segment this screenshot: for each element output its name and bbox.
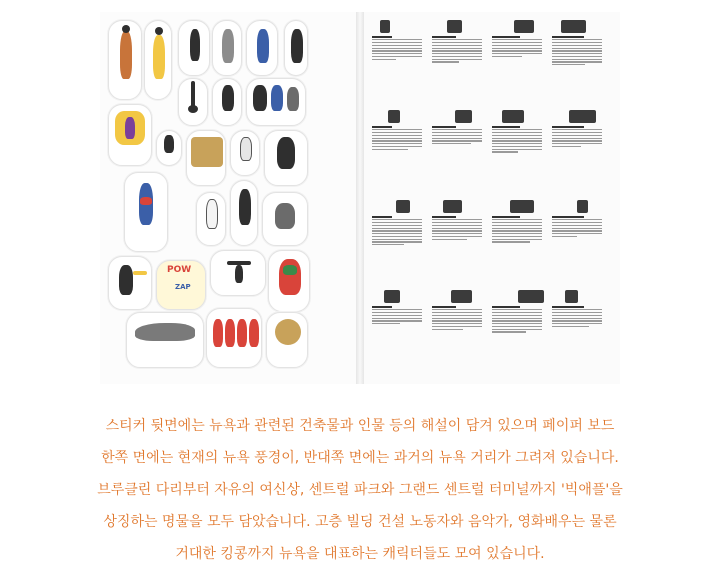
sticker-acrobat [210, 250, 266, 296]
info-illustration [432, 288, 488, 304]
info-illustration [432, 18, 488, 34]
sticker-artist [230, 180, 258, 246]
pow-text: POW [167, 265, 192, 275]
info-block [492, 288, 548, 360]
info-text-lines [552, 36, 608, 65]
sticker-mobster [264, 130, 308, 186]
info-illustration [432, 108, 488, 124]
info-block [372, 198, 428, 270]
info-text-lines [552, 126, 608, 147]
sticker-page [100, 12, 356, 384]
sticker-figure-right [284, 20, 308, 76]
info-block [492, 198, 548, 270]
info-illustration [552, 288, 608, 304]
sticker-superhero [124, 172, 168, 252]
info-illustration [372, 18, 428, 34]
info-block [552, 108, 608, 180]
info-illustration [552, 18, 608, 34]
sticker-rockettes [206, 308, 262, 368]
info-illustration [492, 18, 548, 34]
info-text-lines [372, 216, 428, 245]
info-text-lines [492, 36, 548, 57]
info-block [552, 18, 608, 90]
sticker-kneeling-woman [262, 192, 308, 246]
info-illustration [492, 198, 548, 214]
sticker-dinosaur-skeleton [126, 312, 204, 368]
info-text-lines [432, 216, 488, 240]
sticker-book-spread [100, 12, 620, 384]
info-block [492, 18, 548, 90]
info-illustration [492, 108, 548, 124]
product-description [0, 410, 720, 566]
info-block [372, 108, 428, 180]
caption-line: 스티커 뒷면에는 뉴욕과 관련된 건축물과 인물 등의 해설이 담겨 있으며 페이퍼 보드 [105, 418, 615, 434]
sticker-man-seated [212, 78, 242, 126]
info-text-lines [432, 126, 488, 144]
sticker-scientist [230, 130, 260, 176]
info-text-lines [552, 306, 608, 327]
caption-line: 한쪽 면에는 현재의 뉴욕 풍경이, 반대쪽 면에는 과거의 뉴욕 거리가 그려져 있습니다. [101, 450, 619, 466]
info-text-lines [372, 36, 428, 60]
sticker-crane-hook [178, 78, 208, 126]
sticker-native-man [108, 20, 142, 100]
sticker-soldier [246, 20, 278, 76]
info-illustration [372, 198, 428, 214]
sticker-knight [212, 20, 242, 76]
sticker-gentleman-hat [178, 20, 210, 76]
info-text-lines [432, 36, 488, 63]
sticker-trumpeter [108, 256, 152, 310]
info-illustration [492, 288, 548, 304]
info-block [432, 108, 488, 180]
info-text-lines [552, 216, 608, 237]
sticker-wrestler-mask [268, 250, 310, 312]
sticker-chef [196, 192, 226, 246]
sticker-newsstand [186, 130, 226, 186]
info-illustration [552, 108, 608, 124]
info-text-lines [492, 216, 548, 243]
info-illustration [552, 198, 608, 214]
info-illustration [372, 288, 428, 304]
info-text-lines [372, 126, 428, 150]
info-block [372, 288, 428, 360]
info-text-lines [492, 306, 548, 333]
info-block [432, 18, 488, 90]
zap-text: ZAP [175, 283, 191, 291]
sticker-musician-sousaphone [266, 312, 308, 368]
info-block [432, 198, 488, 270]
caption-line: 거대한 킹콩까지 뉴욕을 대표하는 캐릭터들도 모여 있습니다. [175, 546, 545, 562]
caption-line: 브루클린 다리부터 자유의 여신상, 센트럴 파크와 그랜드 센트럴 터미널까지 '빅애플'을 [97, 482, 623, 498]
info-block [552, 198, 608, 270]
sticker-jazz-player [156, 130, 182, 166]
info-block [492, 108, 548, 180]
sticker-pow-zap [156, 260, 206, 310]
info-text-lines [432, 306, 488, 330]
sticker-group-wheelchair [246, 78, 306, 126]
info-text-lines [372, 306, 428, 324]
info-block [552, 288, 608, 360]
info-block [372, 18, 428, 90]
info-illustration [432, 198, 488, 214]
info-text-lines [492, 126, 548, 153]
info-page [364, 12, 620, 384]
caption-line: 상징하는 명물을 모두 담았습니다. 고층 빌딩 건설 노동자와 음악가, 영화배우는 물론 [103, 514, 617, 530]
sticker-native-woman [144, 20, 172, 100]
sticker-dancer-yellow [108, 104, 152, 166]
info-illustration [372, 108, 428, 124]
info-block [432, 288, 488, 360]
book-gutter [356, 12, 364, 384]
